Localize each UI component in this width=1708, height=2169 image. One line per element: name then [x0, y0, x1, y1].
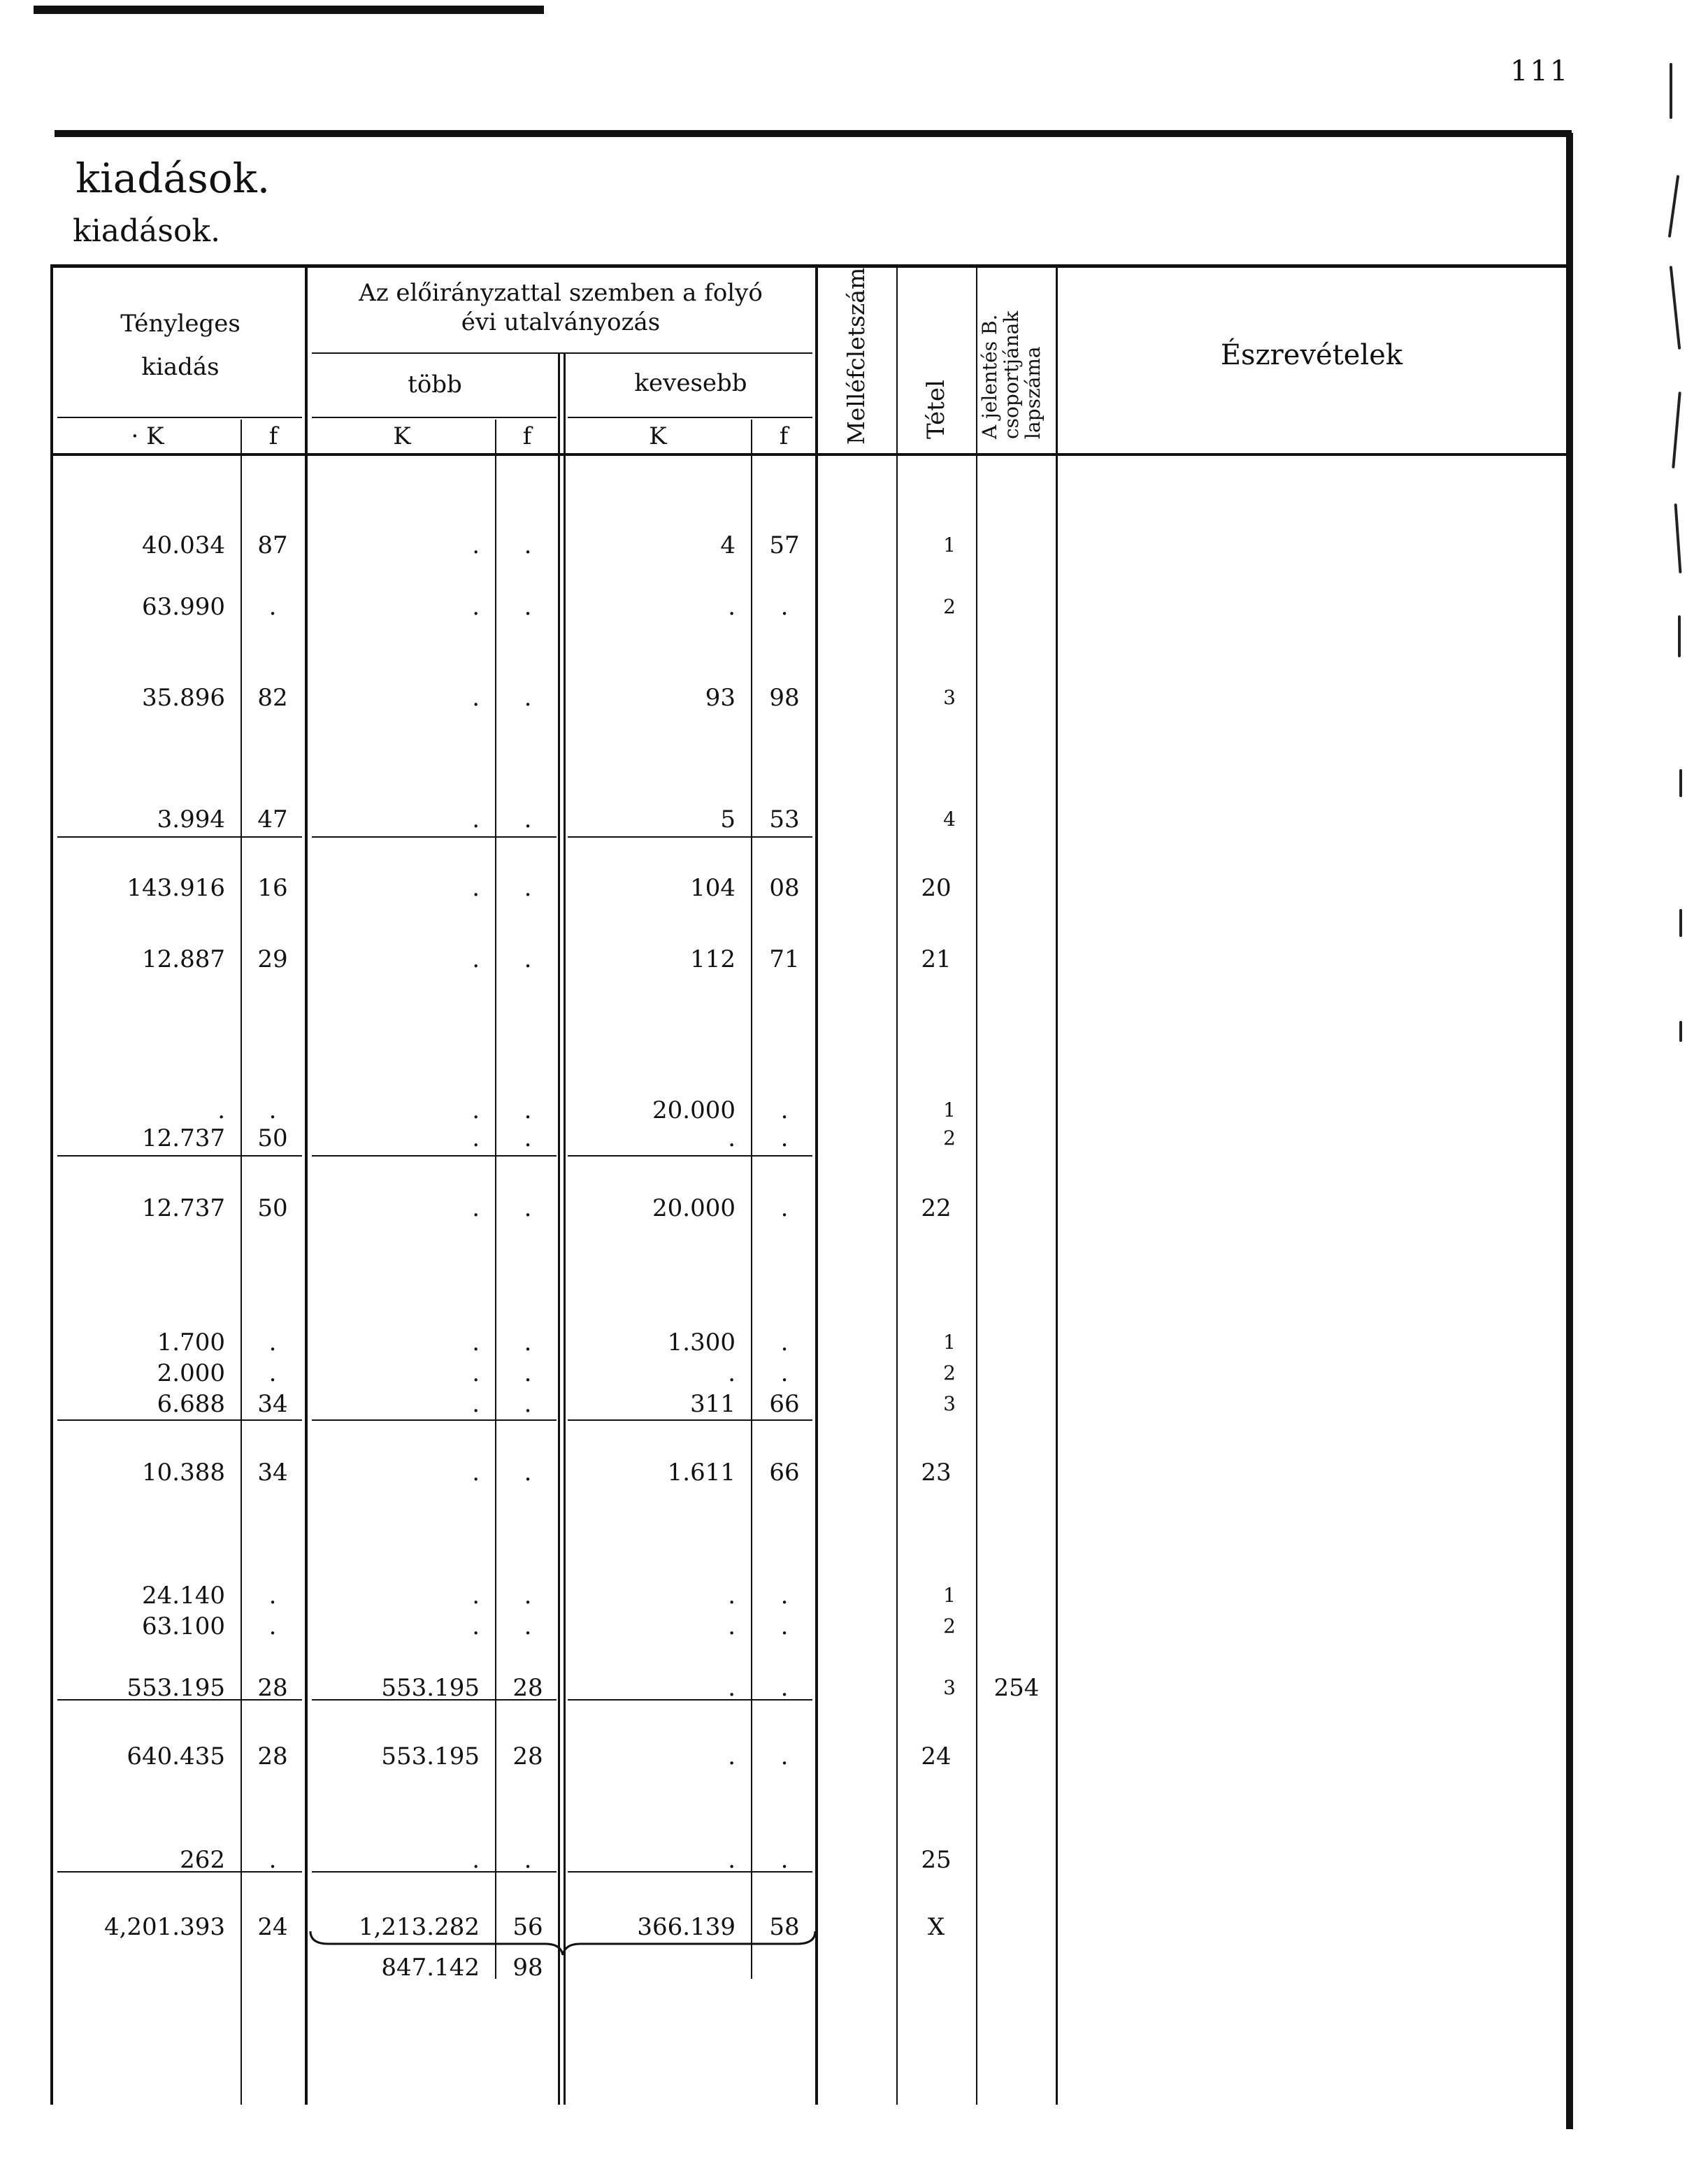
cell-tk: . [472, 593, 480, 621]
cell-tet: 21 [921, 945, 952, 973]
cell-sub: 1 [943, 534, 956, 557]
cell-sub: 2 [943, 595, 956, 618]
cell-af: 29 [257, 945, 288, 973]
cell-kk: . [728, 1742, 735, 1770]
header-compared: Az előirányzattal szemben a folyó évi utalványozás [359, 279, 763, 336]
subheader-rule-more [312, 417, 557, 418]
cell-kf: 57 [769, 531, 800, 559]
header-item: Tétel [922, 380, 950, 439]
cell-ak: 12.737 [142, 1194, 225, 1222]
cell-ak: 143.916 [127, 874, 225, 902]
cell-sub: 1 [943, 1584, 956, 1607]
header-more-f: f [522, 422, 532, 450]
rule-after-sub4 [57, 836, 302, 838]
cell-tf: . [524, 684, 532, 712]
top-rule [34, 6, 544, 14]
cell-sub: 3 [943, 1676, 956, 1699]
rule-after-23-sub [57, 1419, 302, 1421]
cell-tf: . [524, 593, 532, 621]
cell-kk: . [728, 1846, 735, 1874]
cell-kk: 4 [720, 531, 735, 559]
cell-kk: 104 [690, 874, 735, 902]
cell-sub: 2 [943, 1361, 956, 1384]
cell-kk: 112 [690, 945, 735, 973]
cell-kk: . [728, 1124, 735, 1152]
cell-tk: . [472, 1846, 480, 1874]
cell-ak: 4,201.393 [103, 1913, 225, 1941]
cell-kf: . [780, 1096, 789, 1124]
cell-af: . [268, 1096, 277, 1124]
cell-af: . [268, 1582, 277, 1610]
cell-tf: . [524, 1582, 532, 1610]
cell-ak: 3.994 [157, 806, 225, 833]
cell-kf: . [780, 1359, 789, 1387]
cell-kf: 66 [769, 1459, 800, 1487]
compared-underline [312, 352, 812, 354]
cell-af: . [268, 593, 277, 621]
cell-af: . [268, 1359, 277, 1387]
cell-kf: . [780, 1582, 789, 1610]
cell-kk: . [728, 1582, 735, 1610]
cell-ak: 2.000 [157, 1359, 225, 1387]
cell-tk: . [472, 1096, 480, 1124]
cell-af: 34 [257, 1459, 288, 1487]
cell-sub: 2 [943, 1126, 956, 1150]
cell-ak: 10.388 [142, 1459, 225, 1487]
frame-right-rule [1566, 133, 1573, 2129]
cell-kf: . [780, 593, 789, 621]
cell-af: . [268, 1846, 277, 1874]
cell-tk: . [472, 1194, 480, 1222]
cell-kk: 93 [705, 684, 735, 712]
cell-tf: 56 [512, 1913, 543, 1941]
cell-tf: 28 [512, 1742, 543, 1770]
cell-af: 24 [257, 1913, 288, 1941]
cell-kf: . [780, 1846, 789, 1874]
cell-tf: . [524, 945, 532, 973]
cell-tf: . [524, 1459, 532, 1487]
cell-kf: 53 [769, 806, 800, 833]
cell-kf: 58 [769, 1913, 800, 1941]
cell-kf: . [780, 1194, 789, 1222]
cell-kf: 71 [769, 945, 800, 973]
col-rule-left [50, 266, 53, 2105]
header-annex: Melléfcletszám [842, 267, 870, 445]
cell-kk: 20.000 [652, 1194, 735, 1222]
heading-secondary: kiadások. [73, 213, 221, 249]
cell-tf: . [524, 1194, 532, 1222]
cell-tf: . [524, 1359, 532, 1387]
difference-k: 847.142 [381, 1954, 480, 1982]
cell-tet: 23 [921, 1459, 952, 1487]
header-more: több [408, 371, 462, 399]
margin-mark [1674, 503, 1682, 573]
cell-tk: . [472, 874, 480, 902]
cell-ak: 24.140 [142, 1582, 225, 1610]
margin-mark [1668, 175, 1679, 238]
cell-kk: 1.611 [667, 1459, 735, 1487]
cell-tk: 553.195 [381, 1674, 480, 1702]
margin-mark [1670, 63, 1672, 119]
difference-f: 98 [512, 1954, 543, 1982]
cell-kf: 08 [769, 874, 800, 902]
cell-kk: 366.139 [637, 1913, 735, 1941]
cell-af: 47 [257, 806, 288, 833]
table-top-rule [50, 264, 1567, 268]
cell-sub: 1 [943, 1098, 956, 1122]
cell-tf: . [524, 1612, 532, 1640]
cell-kf: . [780, 1124, 789, 1152]
cell-sub: 3 [943, 1392, 956, 1415]
rule-after-23-sub-less [568, 1419, 812, 1421]
margin-mark [1678, 615, 1681, 657]
cell-tf: . [524, 1329, 532, 1356]
cell-ak: . [217, 1096, 225, 1124]
cell-tk: . [472, 1124, 480, 1152]
cell-tk: . [472, 1359, 480, 1387]
cell-ak: 12.887 [142, 945, 225, 973]
cell-tf: 28 [512, 1674, 543, 1702]
cell-sub: 1 [943, 1331, 956, 1354]
cell-ak: 35.896 [142, 684, 225, 712]
cell-kk: . [728, 1674, 735, 1702]
header-remarks: Észrevételek [1220, 339, 1403, 371]
margin-mark [1672, 392, 1681, 468]
cell-ak: 1.700 [157, 1329, 225, 1356]
cell-tk: . [472, 531, 480, 559]
header-report-page: A jelentés B. csoportjának lapszáma [978, 310, 1045, 439]
cell-ak: 640.435 [127, 1742, 225, 1770]
cell-tk: . [472, 1329, 480, 1356]
cell-tf: . [524, 1096, 532, 1124]
margin-mark [1670, 266, 1681, 350]
cell-tet: 22 [921, 1194, 952, 1222]
cell-ak: 6.688 [157, 1390, 225, 1418]
header-less-k: K [649, 422, 667, 450]
cell-ak: 63.990 [142, 593, 225, 621]
cell-tf: . [524, 1390, 532, 1418]
col-rule-more-less-a [558, 354, 560, 2105]
margin-mark [1679, 1021, 1682, 1042]
cell-tf: . [524, 1846, 532, 1874]
cell-ak: 262 [180, 1846, 225, 1874]
subheader-rule-less [568, 417, 812, 418]
heading-primary: kiadások. [76, 155, 271, 202]
cell-tk: 1,213.282 [358, 1913, 480, 1941]
cell-sub: 3 [943, 686, 956, 709]
cell-kf: 98 [769, 684, 800, 712]
col-rule-annex-item [896, 266, 898, 2105]
rule-after-sub4-less [568, 836, 812, 838]
cell-tf: . [524, 1124, 532, 1152]
header-more-k: K [393, 422, 411, 450]
col-rule-more-less-b [564, 354, 566, 2105]
cell-kf: . [780, 1742, 789, 1770]
cell-tk: . [472, 1390, 480, 1418]
cell-kk: 1.300 [667, 1329, 735, 1356]
cell-tf: . [524, 874, 532, 902]
cell-ak: 553.195 [127, 1674, 225, 1702]
cell-tk: . [472, 684, 480, 712]
rule-after-22-sub-less [568, 1155, 812, 1157]
cell-af: 34 [257, 1390, 288, 1418]
col-rule-kk-kf [751, 420, 752, 1979]
cell-af: 16 [257, 874, 288, 902]
cell-tk: . [472, 1459, 480, 1487]
header-less: kevesebb [634, 369, 747, 397]
rule-after-sub4-more [312, 836, 557, 838]
col-rule-tk-tf [495, 420, 496, 1979]
header-actual: Tényleges kiadás [120, 310, 241, 381]
cell-kf: . [780, 1329, 789, 1356]
cell-tf: . [524, 806, 532, 833]
cell-af: 28 [257, 1742, 288, 1770]
col-rule-page-remarks [1056, 266, 1058, 2105]
cell-kk: . [728, 1612, 735, 1640]
subheader-rule-actual [57, 417, 302, 418]
cell-ak: 40.034 [142, 531, 225, 559]
cell-kk: 5 [720, 806, 735, 833]
cell-tet: X [927, 1913, 945, 1941]
cell-kk: . [728, 593, 735, 621]
header-less-f: f [779, 422, 789, 450]
cell-tet: 20 [921, 874, 952, 902]
cell-lap: 254 [993, 1674, 1040, 1702]
cell-af: 50 [257, 1124, 288, 1152]
cell-tf: . [524, 531, 532, 559]
cell-kk: . [728, 1359, 735, 1387]
cell-tk: . [472, 1582, 480, 1610]
cell-ak: 63.100 [142, 1612, 225, 1640]
cell-tk: . [472, 806, 480, 833]
cell-af: 28 [257, 1674, 288, 1702]
cell-af: 87 [257, 531, 288, 559]
header-actual-k: · K [131, 422, 164, 450]
cell-tk: 553.195 [381, 1742, 480, 1770]
margin-mark [1679, 769, 1682, 797]
cell-af: 50 [257, 1194, 288, 1222]
rule-after-23-sub-more [312, 1419, 557, 1421]
cell-sub: 4 [943, 808, 956, 831]
cell-kk: 311 [690, 1390, 735, 1418]
cell-tet: 25 [921, 1846, 952, 1874]
cell-kf: . [780, 1612, 789, 1640]
cell-kf: 66 [769, 1390, 800, 1418]
cell-kk: 20.000 [652, 1096, 735, 1124]
cell-af: 82 [257, 684, 288, 712]
header-bottom-rule [50, 453, 1567, 456]
rule-after-22-sub [57, 1155, 302, 1157]
cell-tet: 24 [921, 1742, 952, 1770]
cell-tk: . [472, 1612, 480, 1640]
cell-tk: . [472, 945, 480, 973]
header-actual-f: f [268, 422, 278, 450]
col-rule-less-annex [815, 266, 818, 2105]
page-number: 111 [1510, 55, 1570, 87]
margin-mark [1679, 909, 1682, 937]
cell-sub: 2 [943, 1615, 956, 1638]
cell-af: . [268, 1329, 277, 1356]
cell-ak: 12.737 [142, 1124, 225, 1152]
cell-af: . [268, 1612, 277, 1640]
cell-kf: . [780, 1674, 789, 1702]
col-rule-actual-more [305, 266, 308, 2105]
rule-after-22-sub-more [312, 1155, 557, 1157]
header-top-rule [55, 130, 1572, 137]
